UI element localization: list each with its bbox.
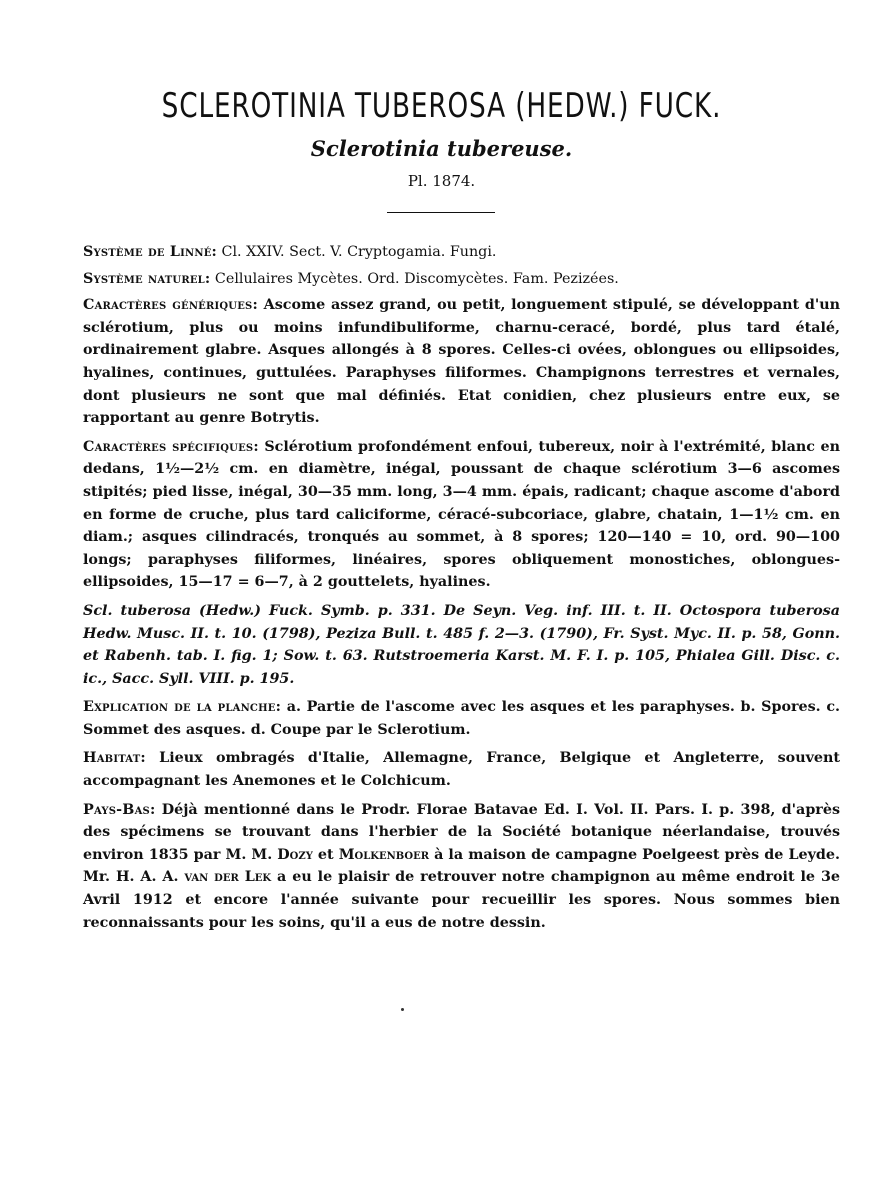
section-label: Caractères génériques:	[83, 297, 258, 314]
section-caracteres-generiques	[83, 294, 840, 430]
section-caracteres-specifiques	[83, 436, 840, 594]
section-label: Système de Linné:	[83, 244, 217, 260]
section-references	[83, 600, 840, 690]
section-text: Sclérotium profondément enfoui, tubereux, noir à l'extrémité, blanc en dedans, 1½—2½ cm. en diamètre, inégal, poussant de chaque sclérotium 3—6 ascomes stipités; pied lisse, inégal, 30—35 mm. long, 3—4 mm. épais, radicant; chaque ascome d'abord en forme de cruche, plus tard caliciforme, céracé-subcoriace, glabre, chatain, 1—1½ cm. en diam.; asques cilindracés, tronqués au sommet, à 8 spores; 120—140 = 10, ord. 90—100 longs; paraphyses filiformes, linéaires, spores obliquement monostiches, oblongues-ellipsoides, 15—17 = 6—7, à 2 gouttelets, hyalines.	[83, 438, 840, 591]
section-text: a. Partie de l'ascome avec les asques et les paraphyses. b. Spores. c. Sommet des asques. d. Coupe par le Sclerotium.	[83, 699, 840, 738]
collector-name: Molkenboer	[338, 846, 430, 863]
section-label: Habitat:	[83, 750, 146, 767]
section-text: Déjà mentionné dans le Prodr. Florae Batavae Ed. I. Vol. II. Pars. I. p. 398, d'après des spécimens se trouvant dans l'herbier de la Société botanique néerlandaise, trouvés environ 1835 par M. M.	[83, 801, 840, 863]
section-label: Caractères spécifiques:	[83, 438, 259, 455]
section-text: Ascome assez grand, ou petit, longuement stipulé, se développant d'un sclérotium, plus ou moins infundibuliforme, charnu-ceracé, bordé, plus tard étalé, ordinairement glabre. Asques allongés à 8 spores. Celles-ci ovées, oblongues ou ellipsoides, hyalines, continues, guttulées. Paraphyses filiformes. Champignons terrestres et vernales, dont plusieurs ne sont que mal définiés. Etat conidien, chez plusieurs entre eux, se rapportant au genre Botrytis.	[83, 297, 840, 427]
section-linne	[83, 241, 840, 264]
collector-name: Dozy	[277, 846, 313, 863]
page-title: SCLEROTINIA TUBEROSA (HEDW.) FUCK.	[161, 86, 722, 126]
section-label: Pays-Bas:	[83, 801, 156, 818]
section-pays-bas	[83, 799, 840, 935]
section-text: à la maison de campagne Poelgeest près de Leyde. Mr. H. A. A.	[83, 846, 840, 886]
section-text: Cellulaires Mycètes. Ord. Discomycètes. Fam. Pezizées.	[214, 270, 619, 287]
page-speck	[401, 1008, 404, 1011]
references-text: Scl. tuberosa (Hedw.) Fuck. Symb. p. 331. De Seyn. Veg. inf. III. t. II. Octospora tuberosa Hedw. Musc. II. t. 10. (1798), Peziza Bull. t. 485 f. 2—3. (1790), Fr. Syst. Myc. II. p. 58, Gonn. et Rabenh. tab. I. fig. 1; Sow. t. 63. Rutstroemeria Karst. M. F. I. p. 105, Phialea Gill. Disc. c. ic., Sacc. Syll. VIII. p. 195.	[83, 602, 840, 687]
section-text: et	[317, 846, 334, 863]
section-text: Lieux ombragés d'Italie, Allemagne, France, Belgique et Angleterre, souvent accompagnant les Anemones et le Colchicum.	[83, 750, 841, 790]
section-explication	[83, 696, 840, 741]
common-name-subtitle: Sclerotinia tubereuse.	[310, 136, 573, 161]
section-systeme-naturel	[83, 268, 840, 291]
section-text: a eu le plaisir de retrouver notre champignon au même endroit le 3e Avril 1912 et encore l'année suivante pour recueillir les spores. Nous sommes bien reconnaissants pour les soins, qu'il a eus de notre dessin.	[83, 869, 840, 931]
section-label: Explication de la planche:	[83, 699, 282, 716]
section-text: Cl. XXIV. Sect. V. Cryptogamia. Fungi.	[221, 244, 497, 260]
collector-name: van der Lek	[184, 869, 272, 886]
description-body	[83, 241, 840, 940]
section-habitat	[83, 747, 840, 792]
title-divider	[387, 212, 495, 213]
section-label: Système naturel:	[83, 270, 211, 287]
plate-number: Pl. 1874.	[407, 172, 476, 190]
